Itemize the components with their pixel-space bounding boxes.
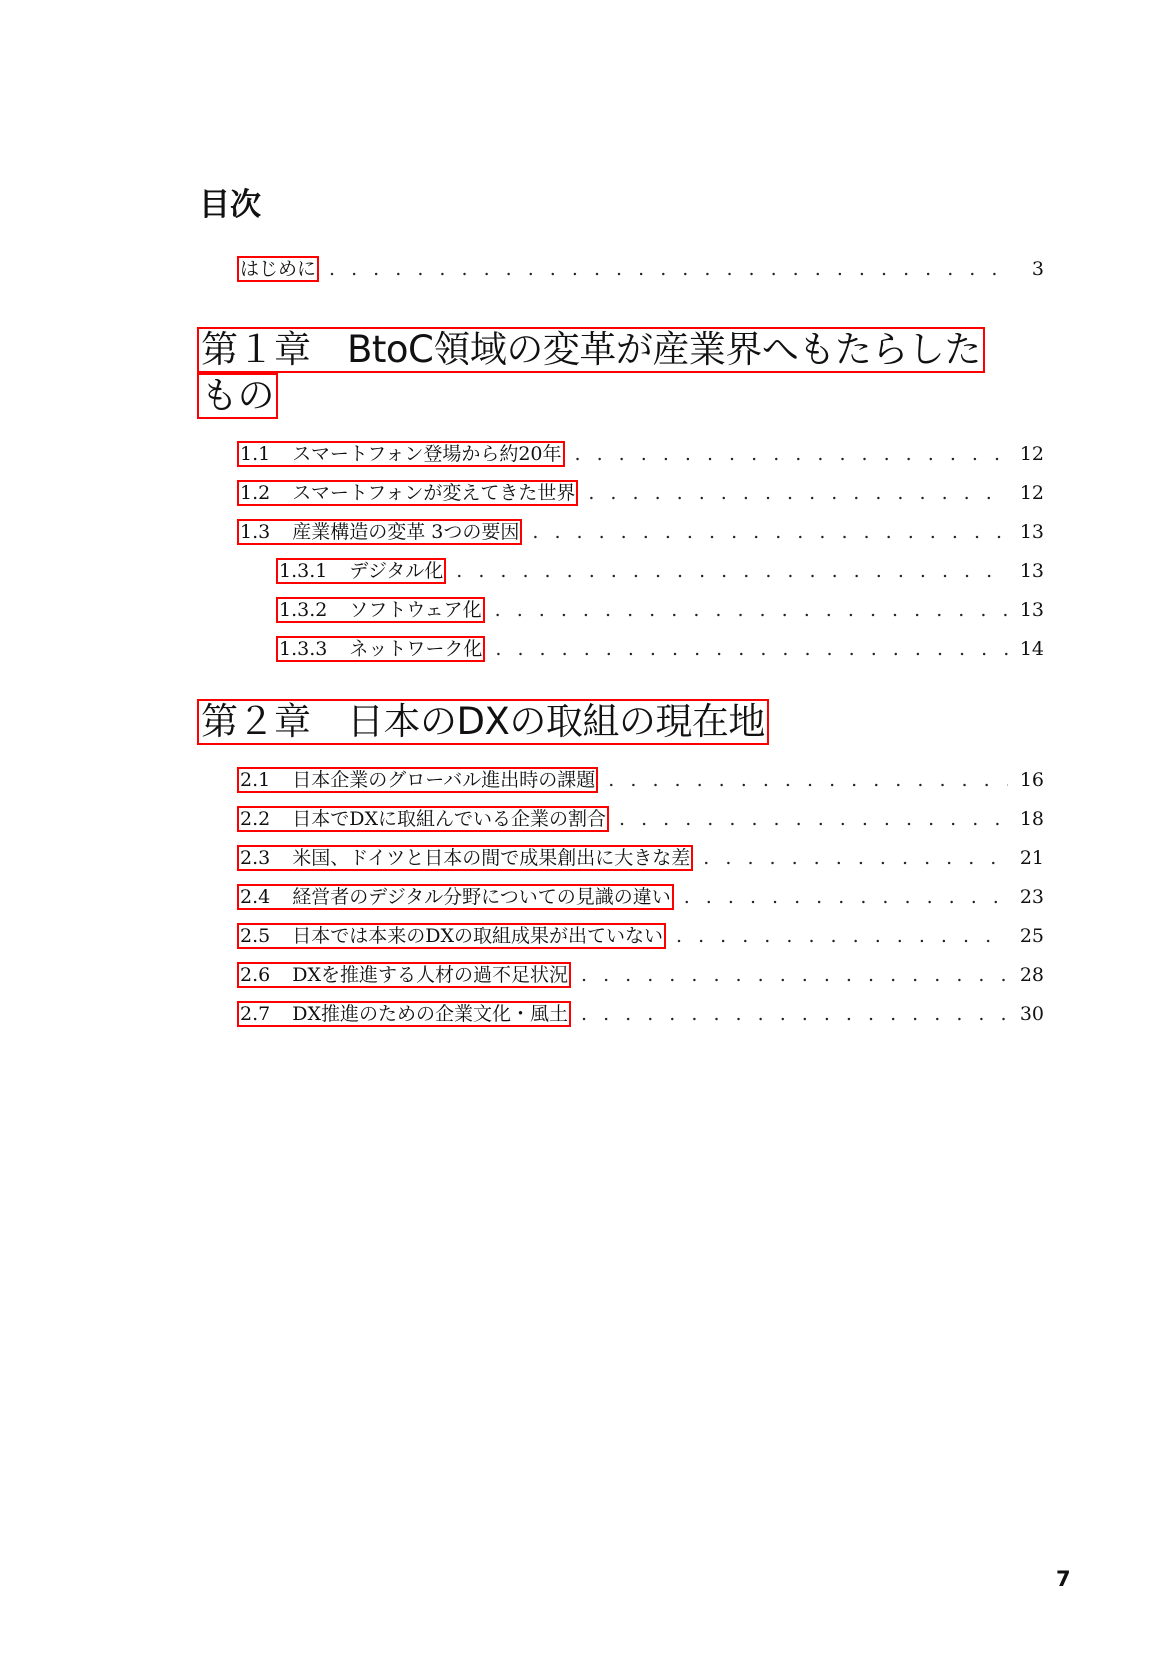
leader-dots: [456, 560, 1008, 582]
toc-page-ref: 18: [1019, 808, 1044, 830]
toc-subentry[interactable]: [276, 597, 1044, 625]
toc-entry[interactable]: [237, 923, 1044, 951]
toc-entry-number: 1.3.2: [279, 599, 328, 621]
toc-entry-number: 1.2: [240, 482, 271, 504]
toc-entry[interactable]: [237, 480, 1044, 508]
toc-subentry[interactable]: [276, 558, 1044, 586]
toc-entry-text: 経営者のデジタル分野についての見識の違い: [292, 886, 671, 908]
toc-page-ref: 21: [1019, 847, 1044, 869]
leader-dots: [495, 638, 1008, 660]
toc-entry[interactable]: [237, 519, 1044, 547]
toc-entry-label[interactable]: [276, 558, 446, 584]
toc-entry-label[interactable]: [276, 636, 485, 662]
leader-dots: [676, 925, 1008, 947]
toc-entry[interactable]: [237, 806, 1044, 834]
toc-entry[interactable]: [237, 1001, 1044, 1029]
toc-page-ref: 23: [1019, 886, 1044, 908]
page-title: 目次: [199, 187, 261, 223]
toc-entry-label[interactable]: [237, 1001, 571, 1027]
toc-entry[interactable]: [237, 884, 1044, 912]
toc-entry-number: 1.3.1: [279, 560, 328, 582]
leader-dots: [581, 964, 1008, 986]
toc-entry-number: 1.3.3: [279, 638, 328, 660]
toc-entry-number: 2.4: [240, 886, 271, 908]
leader-dots: [581, 1003, 1008, 1025]
leader-dots: [608, 769, 1008, 791]
toc-entry-number: 2.6: [240, 964, 271, 986]
toc-entry-text: はじめに: [240, 258, 317, 280]
leader-dots: [575, 443, 1009, 465]
toc-entry-label[interactable]: [237, 923, 666, 949]
toc-page-ref: 13: [1019, 599, 1044, 621]
toc-entry-number: 2.1: [240, 769, 271, 791]
toc-entry-intro[interactable]: [237, 256, 1044, 284]
toc-entry-text: スマートフォン登場から約20年: [292, 443, 562, 465]
toc-entry-label[interactable]: [237, 845, 693, 871]
toc-entry-label[interactable]: [237, 962, 571, 988]
toc-entry-number: 2.3: [240, 847, 271, 869]
toc-entry-number: 1.3: [240, 521, 271, 543]
toc-entry-label[interactable]: [237, 256, 319, 282]
toc-entry-text: 産業構造の変革 3つの要因: [292, 521, 520, 543]
toc-entry-text: ソフトウェア化: [349, 599, 482, 621]
toc-entry-label[interactable]: [237, 519, 522, 545]
toc-page-ref: 30: [1019, 1003, 1044, 1025]
toc-entry-number: 2.7: [240, 1003, 271, 1025]
leader-dots: [619, 808, 1008, 830]
toc-page-ref: 28: [1019, 964, 1044, 986]
toc-page-ref: 13: [1019, 521, 1044, 543]
page-number: 7: [1056, 1567, 1071, 1591]
chapter-heading-line: 第１章 BtoC領域の変革が産業界へもたらした: [197, 327, 985, 373]
leader-dots: [532, 521, 1008, 543]
toc-entry-text: スマートフォンが変えてきた世界: [292, 482, 576, 504]
toc-entry-label[interactable]: [237, 767, 598, 793]
leader-dots: [703, 847, 1008, 869]
chapter-1-heading[interactable]: [197, 327, 985, 419]
leader-dots: [588, 482, 1008, 504]
toc-subentry[interactable]: [276, 636, 1044, 664]
toc-page-ref: 13: [1019, 560, 1044, 582]
chapter-heading-line: 第２章 日本のDXの取組の現在地: [197, 699, 769, 745]
toc-page-ref: 14: [1019, 638, 1044, 660]
toc-page-ref: 12: [1019, 443, 1044, 465]
toc-entry-label[interactable]: [237, 884, 674, 910]
toc-entry-text: 日本企業のグローバル進出時の課題: [292, 769, 596, 791]
toc-entry-label[interactable]: [237, 480, 578, 506]
toc-page-ref: 12: [1019, 482, 1044, 504]
toc-entry-text: デジタル化: [349, 560, 444, 582]
toc-entry-text: DX推進のための企業文化・風土: [292, 1003, 568, 1025]
toc-page-ref: 16: [1019, 769, 1044, 791]
toc-page-ref: 25: [1019, 925, 1044, 947]
leader-dots: [329, 258, 1008, 280]
toc-entry[interactable]: [237, 767, 1044, 795]
toc-entry-label[interactable]: [237, 806, 609, 832]
toc-entry[interactable]: [237, 845, 1044, 873]
toc-entry-label[interactable]: [276, 597, 485, 623]
toc-entry-number: 2.5: [240, 925, 271, 947]
leader-dots: [495, 599, 1008, 621]
toc-entry-number: 1.1: [240, 443, 271, 465]
chapter-2-heading[interactable]: [197, 699, 769, 745]
toc-entry-text: ネットワーク化: [349, 638, 483, 660]
toc-entry-text: 米国、ドイツと日本の間で成果創出に大きな差: [292, 847, 691, 869]
toc-entry-text: 日本では本来のDXの取組成果が出ていない: [292, 925, 663, 947]
leader-dots: [684, 886, 1008, 908]
toc-entry-text: 日本でDXに取組んでいる企業の割合: [292, 808, 606, 830]
toc-entry-label[interactable]: [237, 441, 565, 467]
toc-page-ref: 3: [1031, 258, 1044, 280]
toc-entry-number: 2.2: [240, 808, 271, 830]
toc-entry[interactable]: [237, 441, 1044, 469]
toc-entry[interactable]: [237, 962, 1044, 990]
toc-entry-text: DXを推進する人材の過不足状況: [292, 964, 568, 986]
chapter-heading-line: もの: [197, 373, 278, 419]
